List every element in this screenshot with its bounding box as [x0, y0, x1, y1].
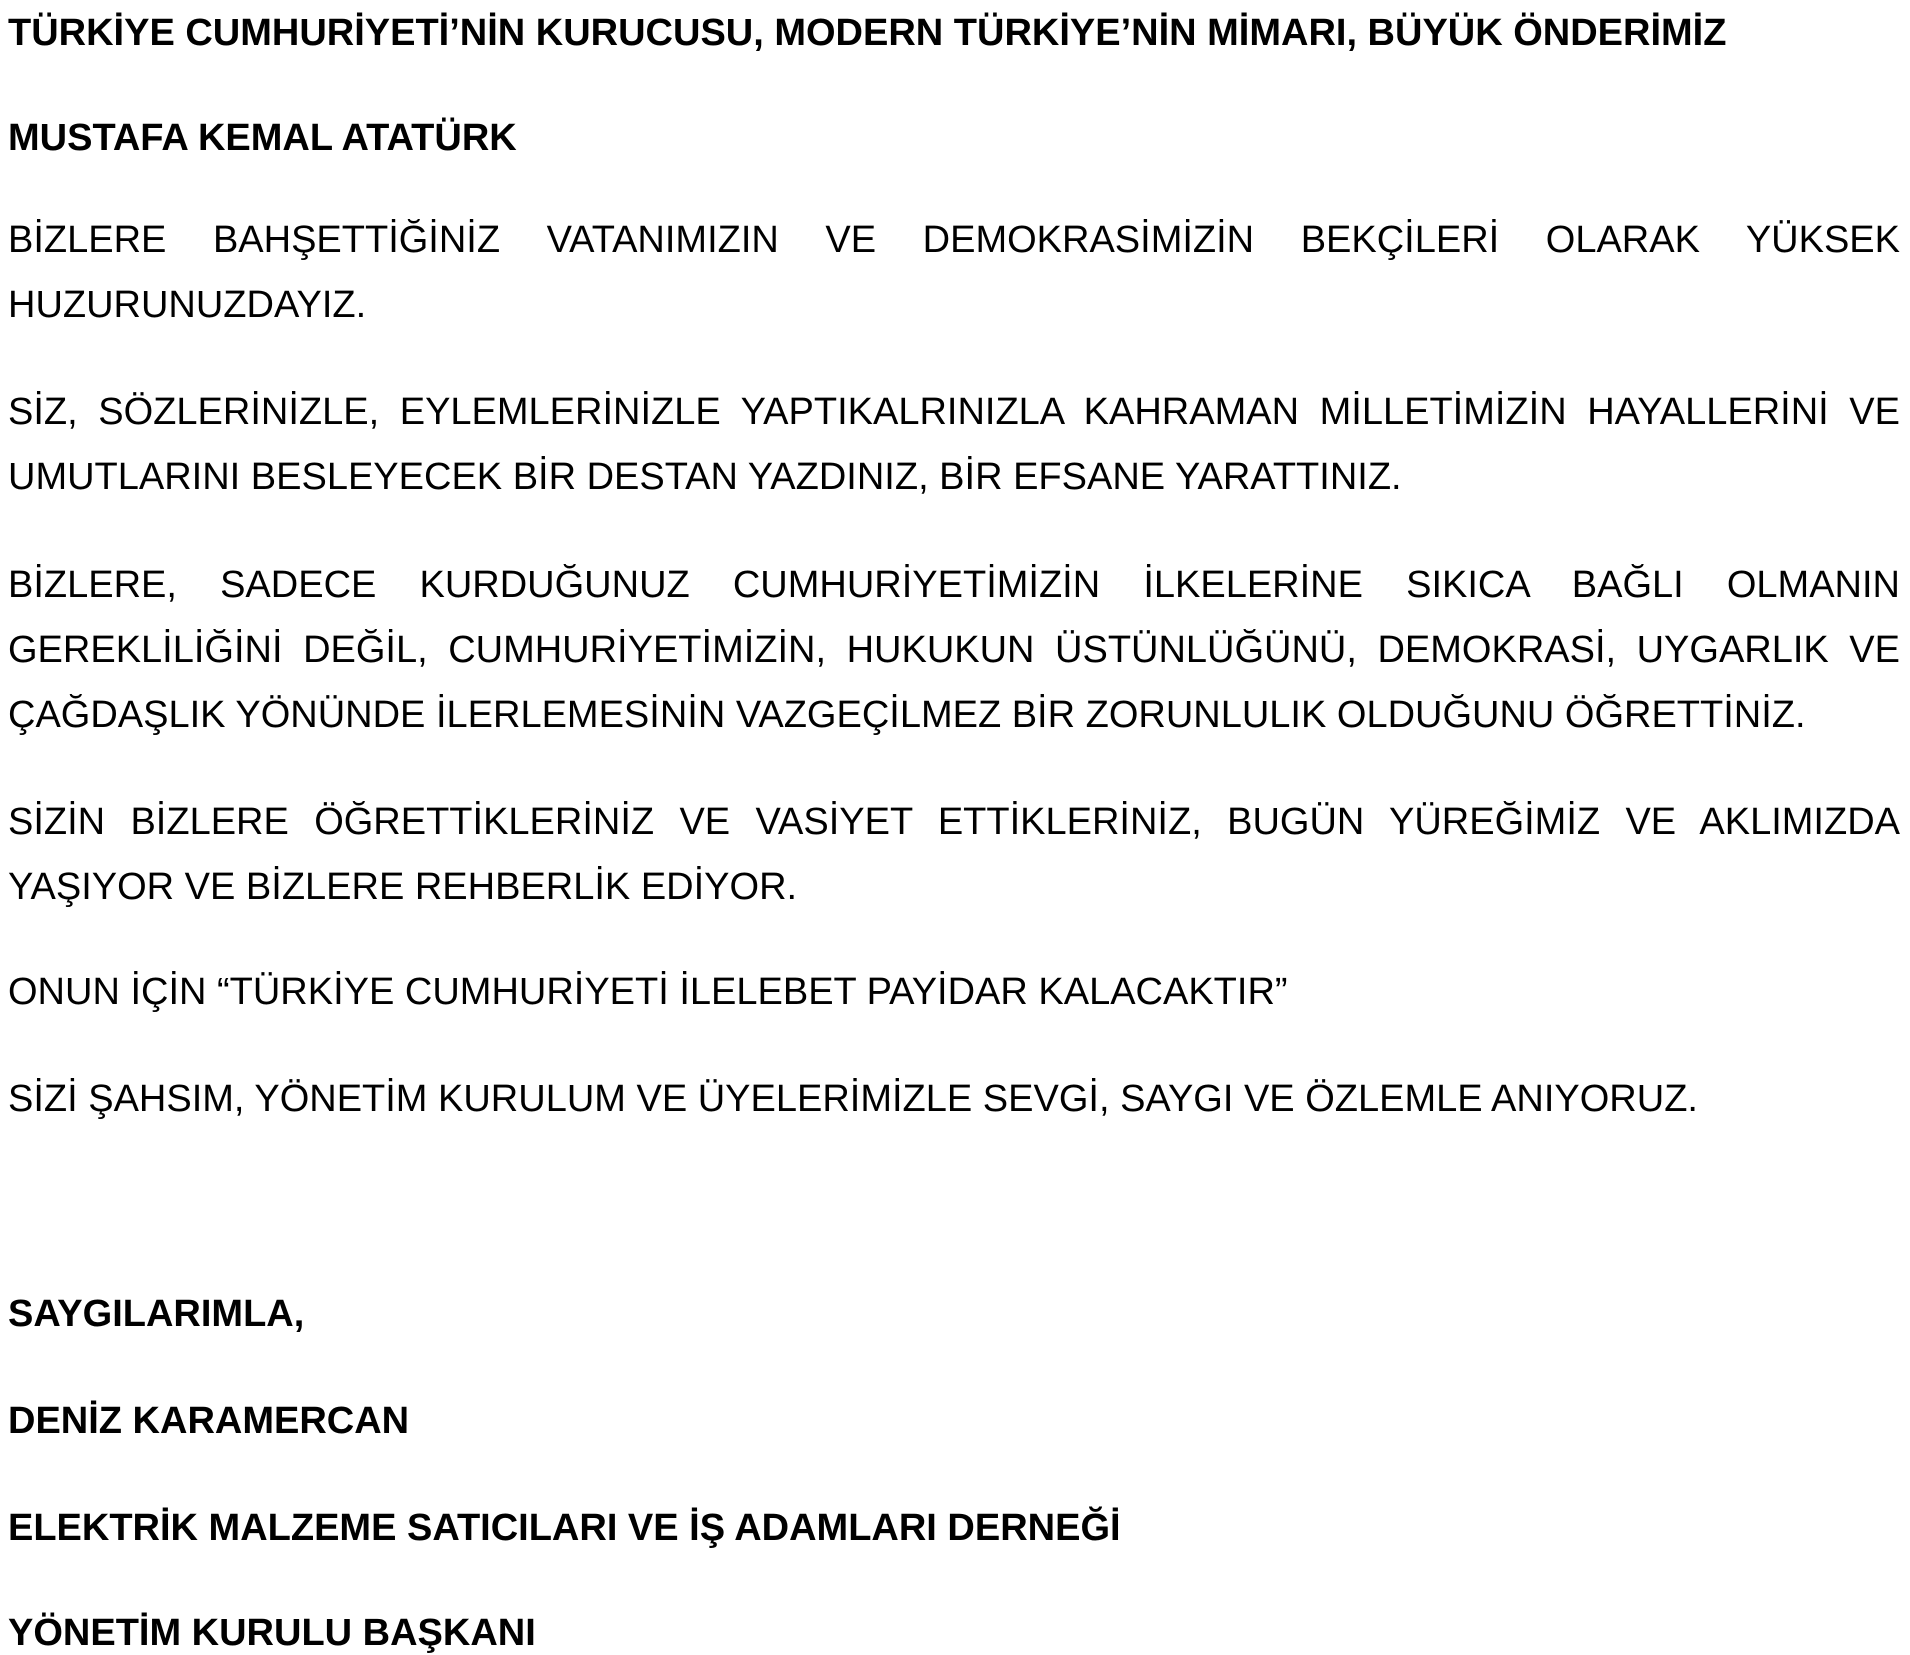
paragraph-1-line-2: HUZURUNUZDAYIZ.: [8, 284, 367, 326]
heading-line-1: TÜRKİYE CUMHURİYETİ’NİN KURUCUSU, MODERN TÜRKİYE’NİN MİMARI, BÜYÜK ÖNDERİMİZ: [8, 12, 1727, 54]
paragraph-1: [8, 208, 1900, 338]
paragraph-2: [8, 380, 1900, 510]
paragraph-5: ONUN İÇİN “TÜRKİYE CUMHURİYETİ İLELEBET PAYİDAR KALACAKTIR”: [8, 971, 1288, 1013]
paragraph-4: [8, 790, 1900, 920]
paragraph-3-line-3: ÇAĞDAŞLIK YÖNÜNDE İLERLEMESİNİN VAZGEÇİLMEZ BİR ZORUNLULIK OLDUĞUNU ÖĞRETTİNİZ.: [8, 694, 1806, 736]
paragraph-4-line-2: YAŞIYOR VE BİZLERE REHBERLİK EDİYOR.: [8, 866, 798, 908]
paragraph-6: SİZİ ŞAHSIM, YÖNETİM KURULUM VE ÜYELERİMİZLE SEVGİ, SAYGI VE ÖZLEMLE ANIYORUZ.: [8, 1078, 1698, 1120]
signature-closing: SAYGILARIMLA,: [8, 1293, 305, 1335]
signature-title: YÖNETİM KURULU BAŞKANI: [8, 1612, 536, 1654]
paragraph-2-line-2: UMUTLARINI BESLEYECEK BİR DESTAN YAZDINIZ, BİR EFSANE YARATTINIZ.: [8, 456, 1402, 498]
paragraph-3-line-1: BİZLERE, SADECE KURDUĞUNUZ CUMHURİYETİMİZİN İLKELERİNE SIKICA BAĞLI OLMANIN: [8, 564, 1900, 606]
paragraph-2-line-1: SİZ, SÖZLERİNİZLE, EYLEMLERİNİZLE YAPTIKALRINIZLA KAHRAMAN MİLLETİMİZİN HAYALLERİNİ VE: [8, 391, 1900, 433]
paragraph-4-line-1: SİZİN BİZLERE ÖĞRETTİKLERİNİZ VE VASİYET ETTİKLERİNİZ, BUGÜN YÜREĞİMİZ VE AKLIMIZDA: [8, 801, 1900, 843]
paragraph-3: [8, 553, 1900, 748]
signature-name: DENİZ KARAMERCAN: [8, 1400, 410, 1442]
heading-line-2: MUSTAFA KEMAL ATATÜRK: [8, 117, 517, 159]
paragraph-3-line-2: GEREKLİLİĞİNİ DEĞİL, CUMHURİYETİMİZİN, HUKUKUN ÜSTÜNLÜĞÜNÜ, DEMOKRASİ, UYGARLIK VE: [8, 629, 1900, 671]
signature-organization: ELEKTRİK MALZEME SATICILARI VE İŞ ADAMLARI DERNEĞİ: [8, 1507, 1121, 1549]
paragraph-1-line-1: BİZLERE BAHŞETTİĞİNİZ VATANIMIZIN VE DEMOKRASİMİZİN BEKÇİLERİ OLARAK YÜKSEK: [8, 219, 1900, 261]
